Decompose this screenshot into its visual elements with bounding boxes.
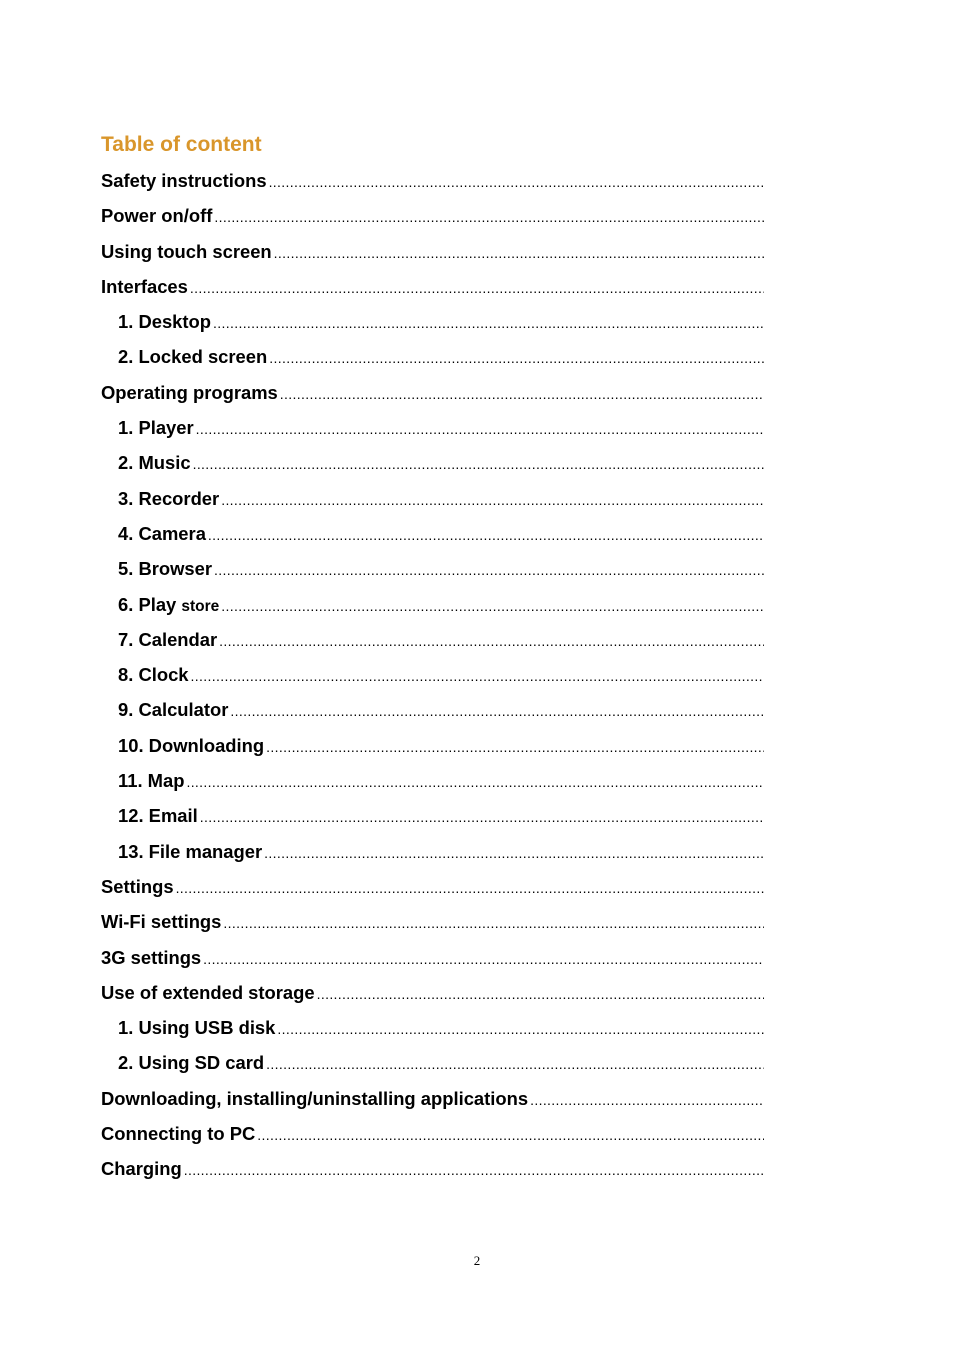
toc-dot-leader: [191, 450, 764, 478]
toc-entry-text: Wi-Fi settings: [101, 911, 222, 933]
toc-entry[interactable]: [101, 1085, 764, 1120]
toc-entry[interactable]: [101, 520, 764, 555]
toc-entry-text: Connecting to PC: [101, 1123, 256, 1145]
toc-dot-leader: [219, 592, 764, 620]
toc-dot-leader: [528, 1086, 764, 1114]
toc-list: [101, 167, 764, 1191]
toc-entry[interactable]: [101, 379, 764, 414]
toc-entry-label: [118, 1049, 264, 1077]
toc-entry[interactable]: [101, 343, 764, 378]
toc-entry-text-small: store: [181, 597, 220, 615]
toc-entry-text: Downloading, installing/uninstalling applications: [101, 1087, 529, 1109]
toc-entry-label: [101, 167, 267, 195]
toc-entry-label: [101, 1120, 255, 1148]
toc-entry-text: Settings: [101, 875, 174, 897]
toc-entry-label: [118, 449, 191, 477]
toc-entry-text: Safety instructions: [101, 170, 267, 191]
toc-entry-text: 9. Calculator: [118, 699, 229, 721]
toc-entry-label: [101, 908, 221, 936]
toc-entry[interactable]: [101, 696, 764, 731]
toc-entry[interactable]: [101, 308, 764, 343]
toc-title: Table of content: [101, 133, 262, 156]
toc-dot-leader: [219, 486, 764, 514]
toc-dot-leader: [198, 803, 764, 831]
toc-dot-leader: [278, 380, 764, 408]
toc-entry-text: 1. Using USB disk: [118, 1017, 276, 1039]
toc-dot-leader: [264, 1050, 764, 1078]
toc-dot-leader: [255, 1121, 764, 1149]
toc-dot-leader: [272, 239, 764, 267]
toc-dot-leader: [189, 662, 764, 690]
toc-entry[interactable]: [101, 449, 764, 484]
toc-dot-leader: [184, 768, 764, 796]
toc-entry-text: 12. Email: [118, 805, 198, 827]
toc-dot-leader: [221, 909, 764, 937]
toc-entry[interactable]: [101, 944, 764, 979]
toc-entry[interactable]: [101, 485, 764, 520]
toc-entry-text: 5. Browser: [118, 558, 213, 580]
toc-entry-label: [101, 238, 272, 266]
toc-entry-text: Charging: [101, 1158, 182, 1180]
toc-dot-leader: [206, 521, 764, 549]
toc-dot-leader: [212, 556, 764, 584]
toc-entry-label: [118, 555, 212, 583]
toc-entry-label: [101, 873, 174, 901]
toc-entry[interactable]: [101, 1049, 764, 1084]
toc-entry-text: 3G settings: [101, 946, 202, 968]
toc-entry[interactable]: [101, 908, 764, 943]
toc-entry-label: [118, 626, 217, 654]
toc-entry-text: 3. Recorder: [118, 487, 220, 509]
toc-entry-label: [101, 1155, 182, 1183]
toc-entry-label: [101, 1085, 528, 1113]
toc-entry-text: 1. Desktop: [118, 311, 212, 333]
toc-entry[interactable]: [101, 167, 764, 202]
toc-entry-text: 2. Using SD card: [118, 1052, 265, 1074]
toc-dot-leader: [275, 1015, 764, 1043]
toc-entry-label: [118, 485, 219, 513]
toc-entry-label: [118, 732, 264, 760]
toc-entry-text: 7. Calendar: [118, 628, 218, 650]
toc-dot-leader: [217, 627, 764, 655]
toc-entry-label: [118, 696, 228, 724]
toc-entry-label: [118, 767, 184, 795]
toc-entry-text: Use of extended storage: [101, 981, 315, 1003]
toc-entry-label: [101, 273, 188, 301]
toc-entry-label: [118, 802, 198, 830]
toc-entry[interactable]: [101, 626, 764, 661]
toc-entry[interactable]: [101, 1120, 764, 1155]
toc-entry[interactable]: [101, 873, 764, 908]
toc-entry-label: [118, 1014, 275, 1042]
toc-entry[interactable]: [101, 555, 764, 590]
toc-entry-text: 13. File manager: [118, 840, 263, 862]
toc-entry-text: 1. Player: [118, 417, 194, 439]
toc-entry-label: [118, 343, 267, 371]
toc-dot-leader: [201, 945, 764, 973]
toc-entry-label: [118, 308, 211, 336]
toc-entry-label: [118, 838, 262, 866]
toc-entry-label: [101, 379, 278, 407]
toc-entry-label: [118, 661, 189, 689]
toc-entry[interactable]: [101, 202, 764, 237]
toc-entry[interactable]: [101, 1155, 764, 1190]
toc-entry-text: 2. Locked screen: [118, 346, 268, 368]
toc-entry-text: Power on/off: [101, 205, 213, 227]
toc-dot-leader: [188, 274, 764, 302]
toc-entry[interactable]: [101, 732, 764, 767]
toc-entry-text: Using touch screen: [101, 240, 272, 262]
toc-dot-leader: [262, 839, 764, 867]
toc-entry-text: 4. Camera: [118, 522, 206, 544]
toc-entry-text: Operating programs: [101, 381, 278, 403]
toc-dot-leader: [182, 1156, 764, 1184]
toc-dot-leader: [228, 697, 764, 725]
toc-dot-leader: [267, 168, 764, 196]
toc-entry-label: [118, 520, 206, 548]
toc-entry-label: [118, 414, 194, 442]
toc-entry-label: [101, 202, 212, 230]
toc-entry[interactable]: [101, 767, 764, 802]
toc-entry[interactable]: [101, 838, 764, 873]
toc-entry-text: 11. Map: [118, 770, 185, 792]
toc-entry[interactable]: [101, 979, 764, 1014]
toc-dot-leader: [194, 415, 764, 443]
toc-entry[interactable]: [101, 1014, 764, 1049]
toc-entry[interactable]: [101, 661, 764, 696]
toc-entry[interactable]: [101, 802, 764, 837]
toc-entry-label: [118, 591, 219, 621]
toc-dot-leader: [315, 980, 764, 1008]
toc-entry[interactable]: [101, 591, 764, 626]
toc-entry[interactable]: [101, 273, 764, 308]
toc-entry-text: 6. Play: [118, 593, 182, 615]
toc-entry-label: [101, 979, 315, 1007]
toc-dot-leader: [174, 874, 764, 902]
toc-dot-leader: [267, 344, 764, 372]
toc-entry[interactable]: [101, 414, 764, 449]
toc-entry-text: 10. Downloading: [118, 734, 265, 756]
toc-entry-label: [101, 944, 201, 972]
toc-entry[interactable]: [101, 238, 764, 273]
toc-dot-leader: [212, 203, 764, 231]
toc-entry-text: 2. Music: [118, 452, 191, 474]
toc-entry-text: 8. Clock: [118, 664, 189, 686]
page-number: 2: [473, 1253, 481, 1268]
toc-dot-leader: [264, 733, 764, 761]
toc-entry-text: Interfaces: [101, 275, 188, 297]
toc-dot-leader: [211, 309, 764, 337]
